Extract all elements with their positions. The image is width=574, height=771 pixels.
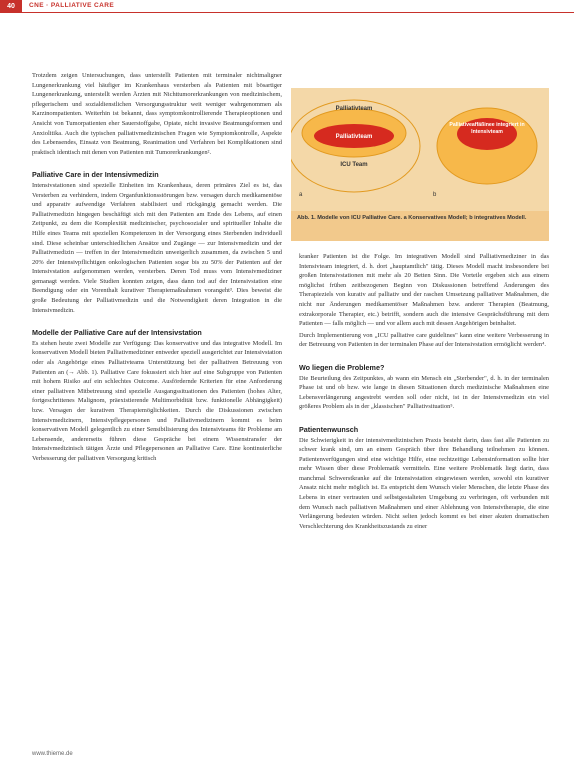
heading-models: Modelle der Palliative Care auf der Intensivstation [32,328,202,338]
footer-url[interactable]: www.thieme.de [32,751,73,757]
panel-a-label: a [299,192,303,198]
paragraph-models: Es stehen heute zwei Modelle zur Verfügung: Das konservative und das integrative Modell. Im konservativen Modell bieten Palliativmediziner entweder speziell ausgerichtet zur Intensivstation oder als Angehörige eines Palliativteams Unterstützung bei der palliativen Betreuung von Patienten an (→ Abb. 1). Palliative Care fokussiert sich hier auf eine Subgruppe von Patienten mit hohem Risiko auf ein schlechtes Outcome. Ausfördernde Kriterien für eine Anforderung einer palliativen Mitbetreuung sind spezielle Ausgangssituationen des Patienten (hohes Alter, fortgeschrittenes Malignom, präexistierende Multimorbidität bzw. funktionelle Abhängigkeit) bzw. Versagen der kurativen Therapiemöglichkeiten. Durch die Diskussionen zwischen Intensivmedizinern, Intensivpflegepersonen und Palliativmedizinern kommt es beim konservativen Modell gelegentlich zu einer Sensibilisierung des Intensivteams für Probleme am Lebensende, andererseits führen diese Gespräche bei einem Wissenstransfer der Intensivmedizinisch tätigen Ärzte und Pflegepersonen an Palliative Care. Eine kontinuierliche Verbesserung der palliativen Versorgung kritisch [32,339,282,462]
label-integrated: Palliativeaffäßinee integriert in Intensivteam [449,122,525,135]
heading-problems: Wo liegen die Probleme? [299,362,385,372]
paragraph-patient-wish: Die Schwierigkeit in der intensivmedizinischen Praxis besteht darin, dass fast alle Patienten zu schwer krank sind, um an einem Gespräch über ihre Behandlung teilnehmen zu können. Patientenverfügungen sind eine wichtige Hilfe, eine rechtzeitige Lebensinformation sollte hier mehr Wissen über diese Problematik vermitteln. Eine weitere Problematik liegt darin, dass manchmal Schwerstkranke auf die Intensivstation eingewiesen werden, sowohl ein kurativer Ansatz nicht mehr möglich ist. Es entspricht dem Wunsch vieler Menschen, die letzte Phase des Lebens in einer vertrauten und selbstgestalteten Umgebung zu verbringen, oft verbunden mit dem Wunsch nach palliativen Maßnahmen und einer Ablehnung von Intensivtherapie, die eine Verlängerung bedeuten würden. Nicht selten jedoch kommt es bei einer akuten dramatischen Verschlechterung des Krankheitszustands zu einer [299,436,549,530]
paragraph-integrated: kranker Patienten ist die Folge. Im integrativen Modell sind Palliativmediziner in das Intensivteam integriert, d. h. dort „hauptamtlich" tätig. Dieses Modell macht insbesondere bei großen Intensivstationen mit mehr als 20 Betten Sinn. Die Vorteile ergeben sich aus einem möglichst frühen zeitbezogenen Beginn von Diskussionen betreffend Änderungen des Therapieziels von kurativ auf palliativ und der raschen Umsetzung palliativer Maßnahmen, die nicht nur Änderungen medikamentöser Maßnahmen bzw. anderer Therapien (Beatmung, extrakorporale Therapier, etc.) betrifft, sondern auch die intensive Gesprächsführung mit dem Patienten — falls möglich — und vor allem auch mit dessen Angehörigen beinhaltet. [299,253,549,328]
section-title: CNE · PALLIATIVE CARE [29,2,115,9]
label-intensive: Palliativteam [335,134,373,140]
page-number: 40 [0,0,22,13]
page-header [0,0,574,14]
paragraph-guidelines: Durch Implementierung von „ICU palliative care guidelines" kann eine weitere Verbesserung in der Betreuung von Patienten in der terminalen Phase auf der Intensivstation ermöglicht werden⁴. [299,331,549,349]
header-rule [22,12,574,13]
paragraph-problems: Die Beurteilung des Zeitpunktes, ab wann ein Mensch ein „Sterbender", d. h. in der terminalen Phase ist und ob bzw. wie lange in diesen Situationen durch medizinische Maßnahmen eine Lebensverlängerung angestrebt werden soll oder nicht, ist in der Intensivmedizin ein viel größeres Problem als in der „klassischen" Palliativsituation⁵. [299,374,549,411]
paragraph-intensive: Intensivstationen sind spezielle Einheiten im Krankenhaus, deren primäres Ziel es ist, das Versterben zu verhindern, indem Organfunktionsstörungen bzw. versagen durch medikamentöse und apparativ aufwendige Verfahren stabilisiert und rückgängig gemacht werden. Die Palliativmedizin hingegen beschäftigt sich mit den Patienten am Ende des Lebens, auf einen Zeitpunkt, zu dem die Komplexität medizinischer, psychosozialer und spiritueller Inhalte die Hilfe eines Teams mit speziellen Kompetenzen in der Versorgung eines Sterbenden individuell sind. Diese scheinbar unterschiedlichen Ansätze und Zugänge — zur Intensivmedizin und der Palliativmedizin — treffen in der Intensivmedizin unweigerlich zusammen, da zwischen 5 und 20% der Intensivpflichtigen onkologischen Patienten sogar bis zu 50% der Patienten auf der Intensivstation aufgenommen werden, versterben. Deren Tod muss vom Intensivmediziner gemanagt werden. Viele Studien konnten zeigen, dass dann tod auf der Intensivstation eine Beendigung oder ein Vorenthalt kurativer Therapiemaßnahmen vorangeht³. Dies beweist die große Bedeutung der Palliativmedizin und die Notwendigkeit deren Integration in die Intensivmedizin. [32,181,282,314]
label-icu: ICU Team [340,162,368,168]
heading-patient-wish: Patientenwunsch [299,424,359,434]
label-palliative: Palliativteam [335,106,373,112]
right-column [299,252,549,750]
left-column [32,71,282,751]
heading-palliative-care: Palliative Care in der Intensivmedizin [32,170,159,180]
panel-b-label: b [433,192,437,198]
figure-caption: Abb. 1. Modelle von ICU Palliative Care. a Konservatives Modell; b integratives Modell. [291,211,549,241]
paragraph-intro: Trotzdem zeigen Untersuchungen, dass unterstellt Patienten mit terminaler nichtmaligner Lungenerkrankung viel häufiger im Krankenhaus versterben als Patienten mit bösartiger Lungenerkrankung, unterstellt werden Ärzten mit Nichttumorerkrankungen von medizinischem, pflegerischem und sozialdienstlichen Versorgungsstruktur weit weniger wahrgenommen als Karzinompatienten. Weiterhin ist bekannt, dass symptomkontrollierende Therapieoptionen und Ansicht von Tumorpatienten eher Sauerstoffgabe, Opiate, nicht invasive Beatmungsformen und Anxiolitika. Auch die typischen palliativmedizinischen Fragen wie Symptomkontrolle, Aspekte des Lebensendes, Einsatz von Beatmung, Reanimation und Verfahren bei Komplikationen sind praktisch identisch mit denen von Patienten mit Tumorerkrankungen². [32,72,282,156]
